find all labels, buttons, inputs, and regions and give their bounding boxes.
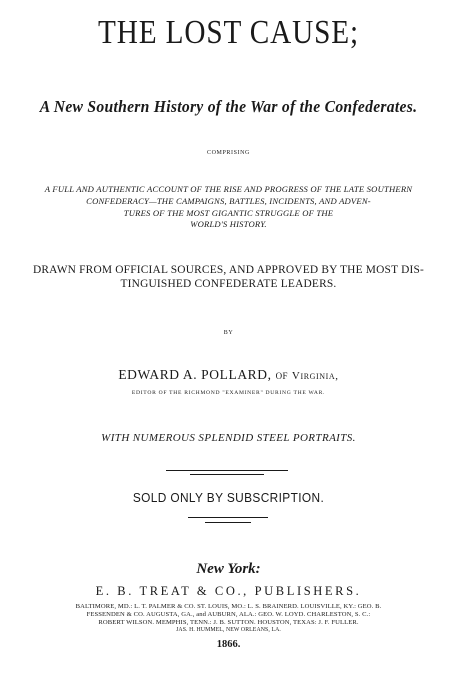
sources-line-2: TINGUISHED CONFEDERATE LEADERS. (120, 278, 337, 290)
rule-top-2 (190, 474, 264, 475)
subscription-notice: SOLD ONLY BY SUBSCRIPTION. (132, 491, 325, 505)
agents-line-2: FESSENDEN & CO. AUGUSTA, GA., and AUBURN, ALA.: GEO. W. LOYD. CHARLESTON, S. C.: (86, 611, 371, 618)
rule-bottom-1 (188, 517, 268, 518)
publication-city: New York: (196, 561, 261, 577)
publication-year: 1866. (216, 639, 241, 650)
description-line-3: TURES OF THE MOST GIGANTIC STRUGGLE OF THE (123, 208, 334, 218)
agents-line-4: JAS. H. HUMMEL, NEW ORLEANS, LA. (176, 627, 281, 633)
description-line-4: WORLD'S HISTORY. (190, 219, 267, 229)
author-line (0, 368, 457, 382)
book-subtitle: A New Southern History of the War of the Confederates. (39, 97, 418, 116)
agents-line-3: ROBERT WILSON. MEMPHIS, TENN.: J. B. SUTTON. HOUSTON, TEXAS: J. F. FULLER. (98, 619, 359, 626)
comprising-label: COMPRISING (206, 150, 250, 156)
editor-line: EDITOR OF THE RICHMOND "EXAMINER" DURING THE WAR. (131, 390, 326, 396)
agents-line-1: BALTIMORE, MD.: L. T. PALMER & CO. ST. LOUIS, MO.: L. S. BRAINERD. LOUISVILLE, KY.: GEO. B. (75, 603, 382, 610)
description-line-2: CONFEDERACY—THE CAMPAIGNS, BATTLES, INCIDENTS, AND ADVEN- (86, 196, 371, 206)
sources-line-1: DRAWN FROM OFFICIAL SOURCES, AND APPROVED BY THE MOST DIS- (32, 264, 425, 276)
description-line-1: A FULL AND AUTHENTIC ACCOUNT OF THE RISE AND PROGRESS OF THE LATE SOUTHERN (44, 184, 413, 194)
publisher-line: E. B. TREAT & CO., PUBLISHERS. (95, 584, 362, 598)
portraits-line: WITH NUMEROUS SPLENDID STEEL PORTRAITS. (101, 432, 356, 444)
author-state: Virginia, (291, 370, 339, 382)
rule-top-1 (166, 470, 288, 471)
rule-bottom-2 (205, 522, 251, 523)
author-name: EDWARD A. POLLARD, (118, 367, 272, 382)
by-label: BY (223, 330, 234, 336)
book-title: THE LOST CAUSE; (98, 14, 359, 51)
author-of: OF (275, 371, 288, 381)
